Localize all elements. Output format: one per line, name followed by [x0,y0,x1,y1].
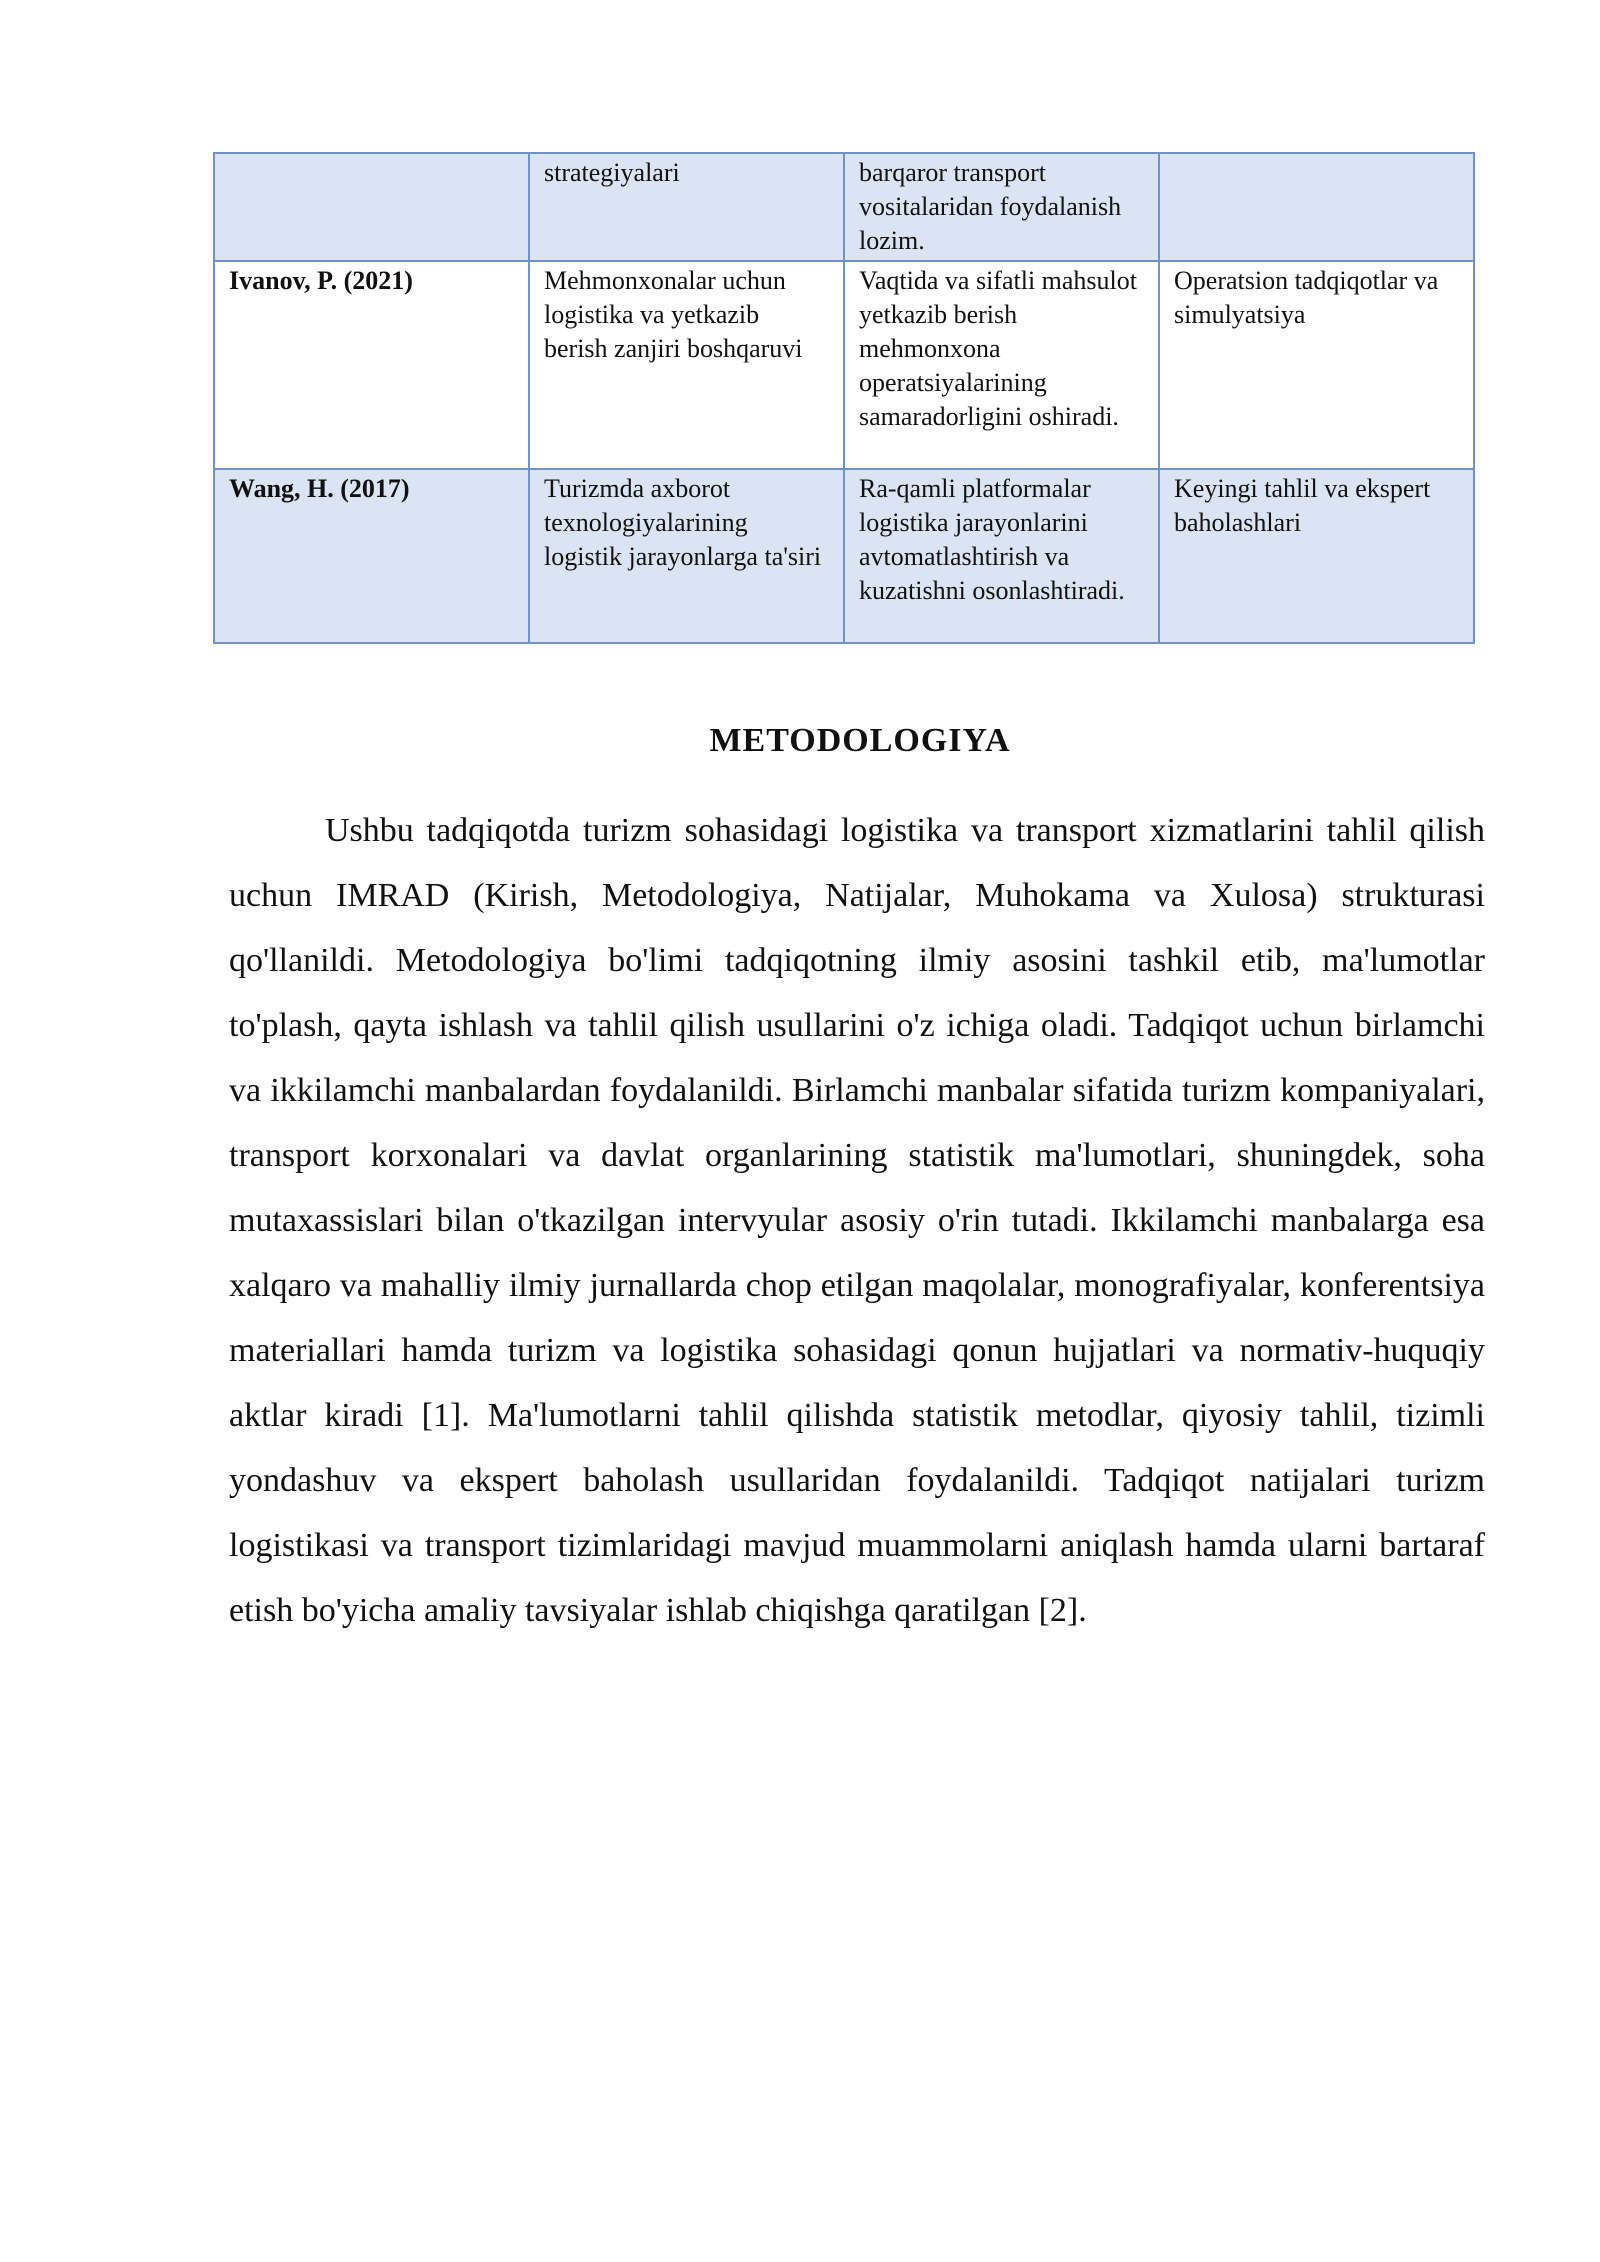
table-cell-author [214,153,529,261]
table-cell-topic: Turizmda axborot texnologiyalarining logistik jarayonlarga ta'siri [529,469,844,643]
table-row [214,469,1474,643]
table-cell-method [1159,153,1474,261]
table-cell-finding: barqaror transport vositalaridan foydalanish lozim. [844,153,1159,261]
table-row [214,261,1474,469]
table-cell-author: Ivanov, P. (2021) [214,261,529,469]
table-cell-topic: strategiyalari [529,153,844,261]
table-row [214,153,1474,261]
table-cell-author: Wang, H. (2017) [214,469,529,643]
literature-table [213,152,1475,644]
section-heading: METODOLOGIYA [709,722,1011,759]
methodology-paragraph: Ushbu tadqiqotda turizm sohasidagi logistika va transport xizmatlarini tahlil qilish uchun IMRAD (Kirish, Metodologiya, Natijalar, Muhokama va Xulosa) strukturasi qo'llanildi. Metodologiya bo'limi tadqiqotning ilmiy asosini tashkil etib, ma'lumotlar to'plash, qayta ishlash va tahlil qilish usullarini o'z ichiga oladi. Tadqiqot uchun birlamchi va ikkilamchi manbalardan foydalanildi. Birlamchi manbalar sifatida turizm kompaniyalari, transport korxonalari va davlat organlarining statistik ma'lumotlari, shuningdek, soha mutaxassislari bilan o'tkazilgan intervyular asosiy o'rin tutadi. Ikkilamchi manbalarga esa xalqaro va mahalliy ilmiy jurnallarda chop etilgan maqolalar, monografiyalar, konferentsiya materiallari hamda turizm va logistika sohasidagi qonun hujjatlari va normativ-huquqiy aktlar kiradi [1]. Ma'lumotlarni tahlil qilishda statistik metodlar, qiyosiy tahlil, tizimli yondashuv va ekspert baholash usullaridan foydalanildi. Tadqiqot natijalari turizm logistikasi va transport tizimlaridagi mavjud muammolarni aniqlash hamda ularni bartaraf etish bo'yicha amaliy tavsiyalar ishlab chiqishga qaratilgan [2]. [229,812,1485,1629]
table-cell-method: Keyingi tahlil va ekspert baholashlari [1159,469,1474,643]
table-cell-topic: Mehmonxonalar uchun logistika va yetkazib berish zanjiri boshqaruvi [529,261,844,469]
table-cell-finding: Vaqtida va sifatli mahsulot yetkazib berish mehmonxona operatsiyalarining samaradorligini oshiradi. [844,261,1159,469]
table-cell-finding: Ra-qamli platformalar logistika jarayonlarini avtomatlashtirish va kuzatishni osonlashtiradi. [844,469,1159,643]
table-cell-method: Operatsion tadqiqotlar va simulyatsiya [1159,261,1474,469]
